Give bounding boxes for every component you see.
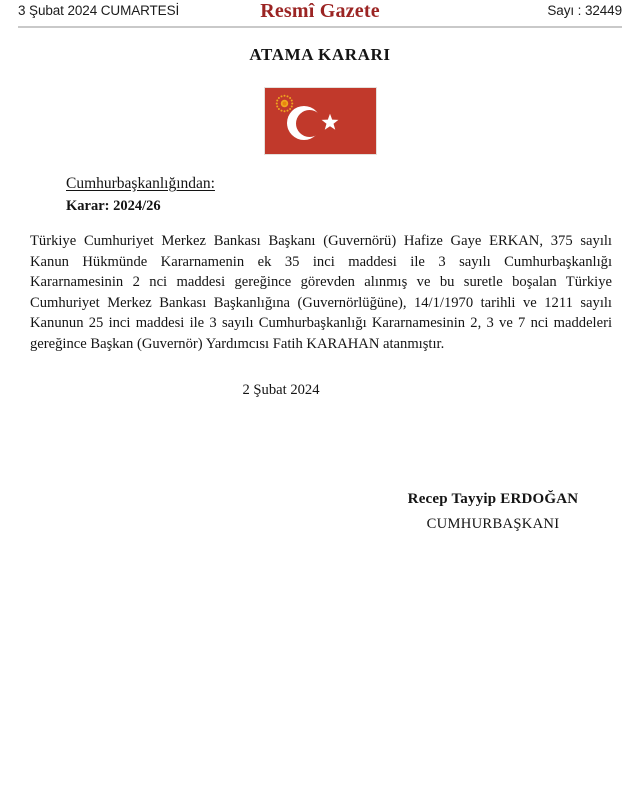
body-line: Kanunun 25 inci maddesi ile 3 sayılı Cumhurbaşkanlığı Kararnamesinin 2, 3 ve 7 nci maddeleri [30,315,612,331]
issue-number: Sayı : 32449 [547,3,622,18]
signatory-role: CUMHURBAŞKANI [426,516,560,532]
issuing-authority [0,175,640,193]
body-line: Kararnamesinin 2 nci maddesi gereğince görevden alınmış ve bu suretle boşalan Türkiye [30,274,612,290]
body-line: Kanun Hükmünde Kararnamenin ek 35 inci maddesi ile 3 sayılı Cumhurbaşkanlığı [30,253,612,270]
gazette-header [0,0,640,30]
publication-date: 3 Şubat 2024 CUMARTESİ [18,3,180,18]
sun-burst-icon [274,93,295,114]
gazette-masthead-title: Resmî Gazete [260,0,380,22]
decision-body [30,231,612,354]
signature-block [0,491,638,533]
turkish-flag-icon [264,87,377,155]
body-line: Türkiye Cumhuriyet Merkez Bankası Başkanı (Guvernörü) Hafize Gaye ERKAN, 375 sayılı [30,233,612,249]
issuing-authority-label: Cumhurbaşkanlığından: [66,175,215,192]
signing-date: 2 Şubat 2024 [242,382,320,398]
decision-number: Karar: 2024/26 [66,198,161,214]
page-title: ATAMA KARARI [249,45,391,64]
body-line: gereğince Başkan (Guvernör) Yardımcısı Fatih KARAHAN atanmıştır. [30,335,445,352]
body-line: Cumhuriyet Merkez Bankası Başkanlığına (Guvernörlüğüne), 14/1/1970 tarihli ve 1211 sayılı [30,294,612,311]
emblem-container [0,87,640,155]
crescent-inner-shape [296,110,323,137]
signatory-name: Recep Tayyip ERDOĞAN [407,491,579,507]
header-divider [18,26,622,28]
star-icon [321,113,339,131]
